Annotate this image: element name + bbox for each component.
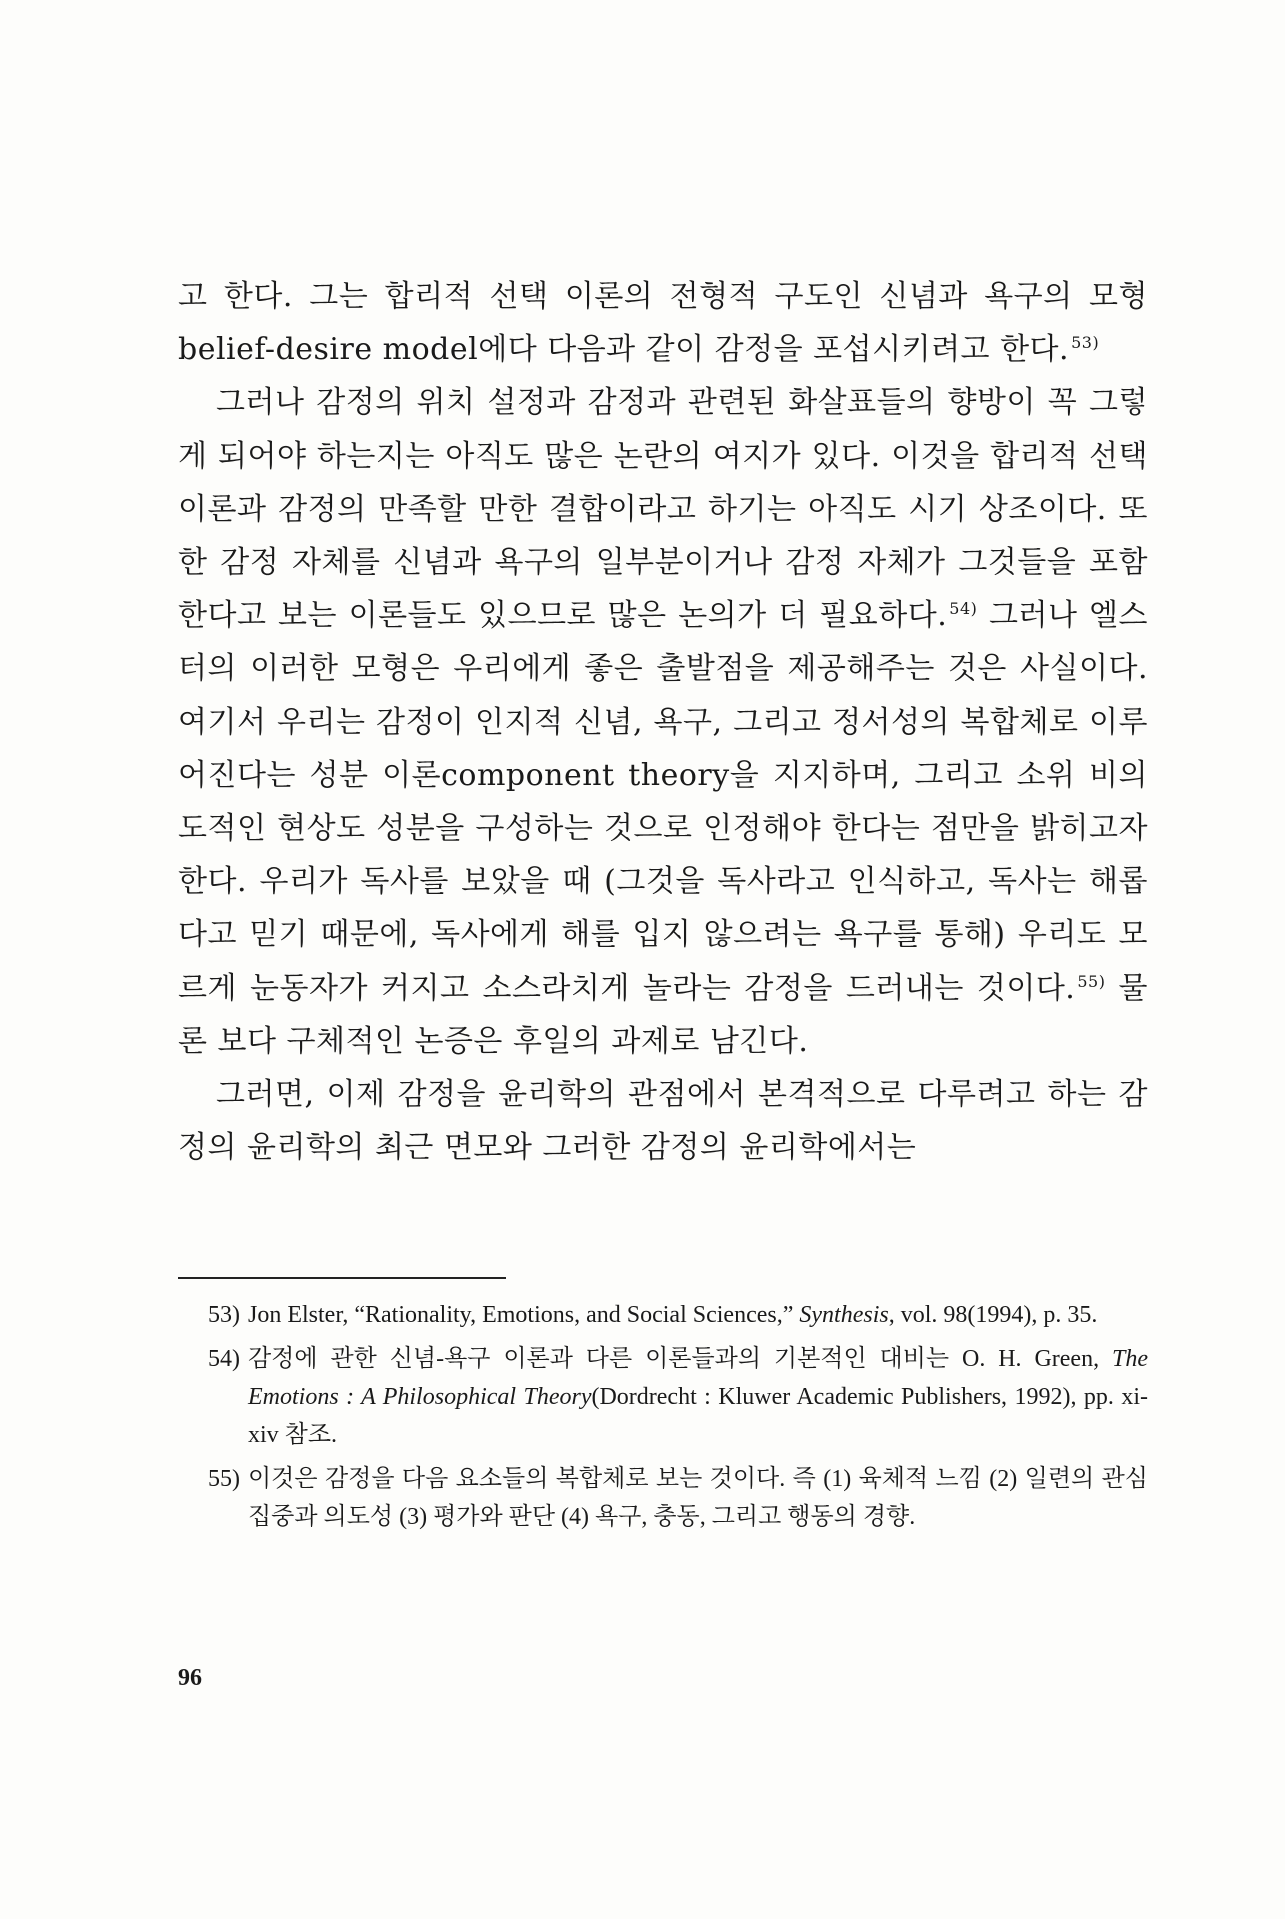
footnote-number: 54) (208, 1346, 240, 1372)
body-text (178, 270, 1148, 1174)
main-text (178, 270, 1148, 1174)
footnote-ref-53[interactable]: 53) (1071, 333, 1100, 353)
paragraph-1-text: 고 한다. 그는 합리적 선택 이론의 전형적 구도인 신념과 욕구의 모형 belief-desire model에다 다음과 같이 감정을 포섭시키려고 한다. (178, 279, 1148, 368)
footnote-55 (208, 1460, 1148, 1536)
footnote-text-pre: 감정에 관한 신념-욕구 이론과 다른 이론들과의 기본적인 대비는 O. H. Green, (248, 1346, 1112, 1372)
paragraph-2-text-a: 그러나 감정의 위치 설정과 감정과 관련된 화살표들의 향방이 꼭 그렇게 되어야 하는지는 아직도 많은 논란의 여지가 있다. 이것을 합리적 선택 이론과 감정의 만족할 만한 결합이라고 하기는 아직도 시기 상조이다. 또한 감정 자체를 신념과 욕구의 일부분이거나 감정 자체가 그것들을 포함한다고 보는 이론들도 있으므로 많은 논의가 더 필요하다. (178, 385, 1148, 634)
page-number: 96 (178, 1665, 202, 1691)
footnote-text (248, 1340, 1148, 1454)
footnote-text-post: (Dordrecht : Kluwer Academic Publishers, 1992), pp. xi-xiv 참조. (248, 1384, 1148, 1448)
footnote-number: 53) (208, 1302, 240, 1328)
footnote-title: Synthesis (799, 1302, 889, 1328)
footnote-title: The Emotions : A Philosophical Theory (248, 1346, 1148, 1410)
footnote-54 (208, 1340, 1148, 1454)
paragraph-1 (178, 270, 1148, 376)
paragraph-2-text-b: 그러나 엘스터의 이러한 모형은 우리에게 좋은 출발점을 제공해주는 것은 사실이다. 여기서 우리는 감정이 인지적 신념, 욕구, 그리고 정서성의 복합체로 이루어진다는 성분 이론component theory을 지지하며, 그리고 소위 비의도적인 현상도 성분을 구성하는 것으로 인정해야 한다는 점만을 밝히고자 한다. 우리가 독사를 보았을 때 (그것을 독사라고 인식하고, 독사는 해롭다고 믿기 때문에, 독사에게 해를 입지 않으려는 욕구를 통해) 우리도 모르게 눈동자가 커지고 소스라치게 놀라는 감정을 드러내는 것이다. (178, 598, 1148, 1006)
paragraph-2 (178, 376, 1148, 1068)
footnotes (208, 1296, 1148, 1542)
footnote-text-post: , vol. 98(1994), p. 35. (888, 1302, 1098, 1328)
footnote-text (248, 1296, 1148, 1334)
footnote-text-pre: Jon Elster, “Rationality, Emotions, and Social Sciences,” (248, 1302, 800, 1328)
footnote-divider (178, 1277, 506, 1279)
footnote-53 (208, 1296, 1148, 1334)
footnote-text-pre: 이것은 감정을 다음 요소들의 복합체로 보는 것이다. 즉 (1) 육체적 느낌 (2) 일련의 관심 집중과 의도성 (3) 평가와 판단 (4) 욕구, 충동, 그리고 행동의 경향. (248, 1466, 1148, 1530)
footnote-ref-55[interactable]: 55) (1077, 971, 1106, 991)
footnote-ref-54[interactable]: 54) (949, 599, 978, 619)
footnote-text (248, 1460, 1148, 1536)
paragraph-3 (178, 1068, 1148, 1174)
paragraph-2-text-c: 물론 보다 구체적인 논증은 후일의 과제로 남긴다. (178, 970, 1148, 1059)
footnote-number: 55) (208, 1466, 240, 1492)
paragraph-3-text: 그러면, 이제 감정을 윤리학의 관점에서 본격적으로 다루려고 하는 감정의 윤리학의 최근 면모와 그러한 감정의 윤리학에서는 (178, 1077, 1148, 1166)
